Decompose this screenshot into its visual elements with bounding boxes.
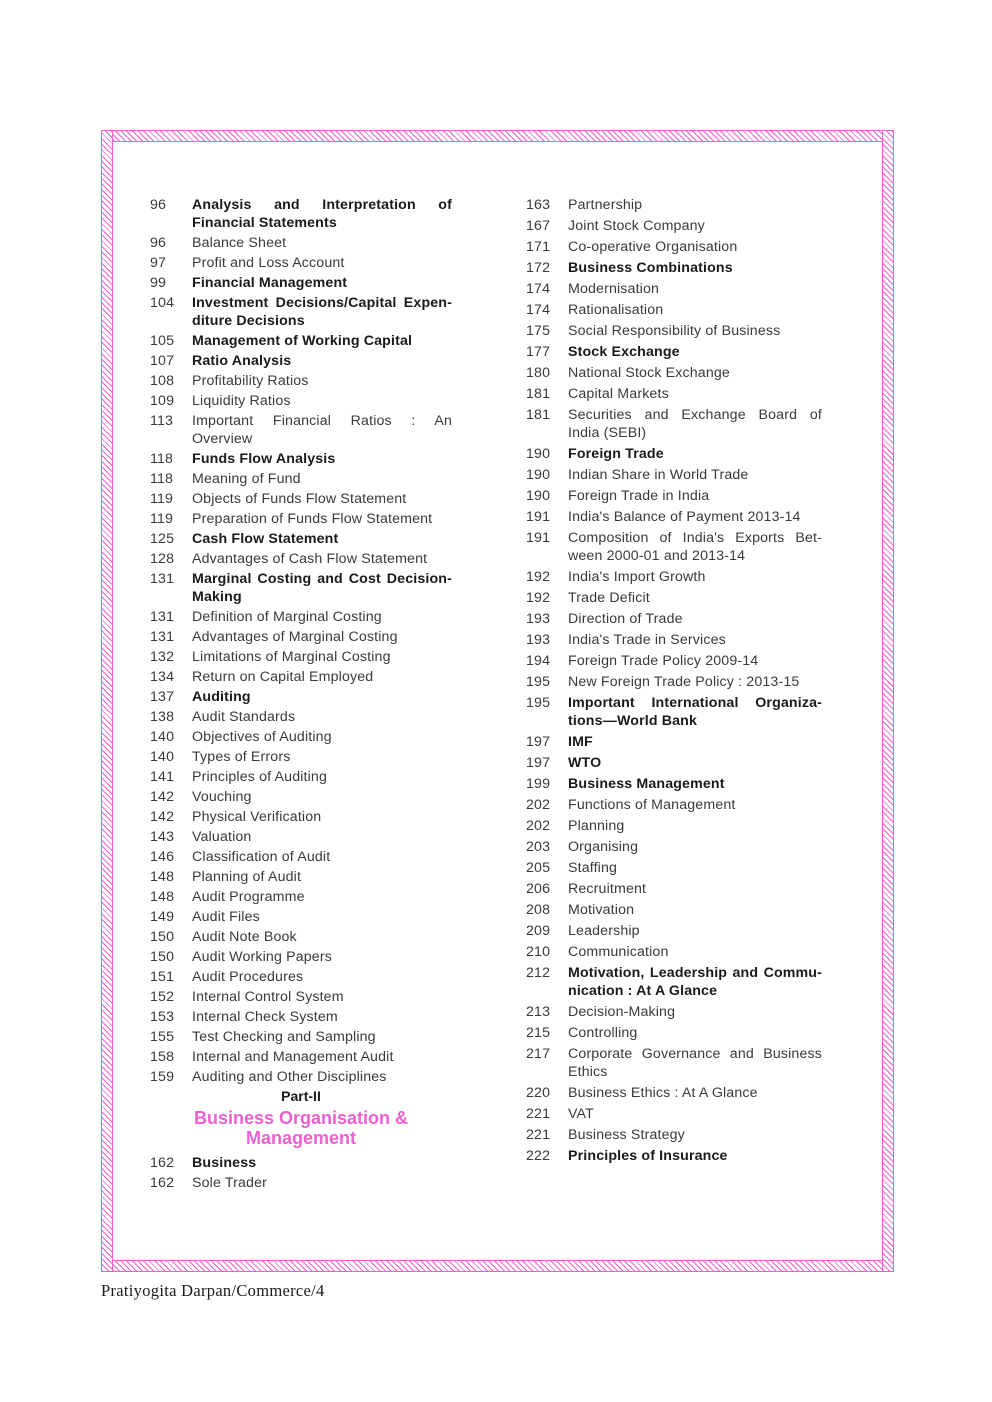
toc-entry-title: Composition of India's Exports Bet-ween 2000-01 and 2013-14 [568, 530, 822, 564]
toc-entry [526, 217, 822, 235]
toc-entry-page: 197 [526, 734, 551, 750]
toc-entry [526, 466, 822, 484]
toc-entry-title: Audit Programme [192, 889, 305, 905]
toc-entry-page: 151 [150, 969, 175, 985]
toc-entry-page: 206 [526, 881, 551, 897]
toc-right-column [526, 196, 822, 1168]
toc-entry [526, 859, 822, 877]
toc-entry-page: 148 [150, 889, 175, 905]
toc-entry-title: Auditing and Other Disciplines [192, 1069, 387, 1085]
toc-entry-page: 134 [150, 669, 175, 685]
toc-entry-title: Communication [568, 944, 669, 960]
toc-entry-title: Meaning of Fund [192, 471, 301, 487]
toc-entry-title: Corporate Governance and Business Ethics [568, 1046, 822, 1080]
toc-entry-title: WTO [568, 755, 602, 771]
toc-entry [526, 1024, 822, 1042]
toc-entry-page: 146 [150, 849, 175, 865]
toc-entry-page: 190 [526, 467, 551, 483]
page-footer: Pratiyogita Darpan/Commerce/4 [101, 1281, 325, 1300]
toc-entry-page: 149 [150, 909, 175, 925]
toc-entry-page: 162 [150, 1175, 175, 1191]
toc-entry-title: Objectives of Auditing [192, 729, 332, 745]
toc-entry-page: 99 [150, 275, 167, 291]
toc-entry [526, 1105, 822, 1123]
toc-entry-page: 175 [526, 323, 551, 339]
toc-entry-page: 108 [150, 373, 175, 389]
toc-entry-title: Recruitment [568, 881, 647, 897]
toc-entry [150, 648, 452, 666]
toc-entry [150, 828, 452, 846]
toc-entry [526, 922, 822, 940]
toc-entry-title: Modernisation [568, 281, 660, 297]
toc-entry-page: 96 [150, 197, 167, 213]
toc-entry-title: Important International Organiza-tions—World Bank [568, 695, 822, 729]
toc-entry [526, 589, 822, 607]
toc-entry-title: Advantages of Cash Flow Statement [192, 551, 428, 567]
toc-entry-title: Advantages of Marginal Costing [192, 629, 398, 645]
toc-entry-title: Organising [568, 839, 639, 855]
toc-entry-page: 177 [526, 344, 551, 360]
toc-entry-page: 142 [150, 789, 175, 805]
toc-entry-title: Business Ethics : At A Glance [568, 1085, 758, 1101]
toc-entry-title: Partnership [568, 197, 643, 213]
toc-entry-page: 152 [150, 989, 175, 1005]
toc-entry-title: Securities and Exchange Board of India (SEBI) [568, 407, 822, 441]
toc-entry [526, 796, 822, 814]
toc-entry-page: 215 [526, 1025, 551, 1041]
toc-entry [150, 848, 452, 866]
toc-entry [526, 943, 822, 961]
toc-entry-page: 208 [526, 902, 551, 918]
toc-entry-title: India's Trade in Services [568, 632, 726, 648]
toc-entry-title: Motivation, Leadership and Commu-nication : At A Glance [568, 965, 822, 999]
toc-entry-title: Funds Flow Analysis [192, 451, 336, 467]
toc-entry-title: Profitability Ratios [192, 373, 309, 389]
toc-entry-page: 159 [150, 1069, 175, 1085]
toc-entry [526, 445, 822, 463]
toc-entry-page: 105 [150, 333, 175, 349]
toc-entry [150, 274, 452, 292]
toc-entry-page: 150 [150, 949, 175, 965]
toc-entry-page: 190 [526, 446, 551, 462]
toc-entry-title: Planning of Audit [192, 869, 302, 885]
toc-entry-page: 137 [150, 689, 175, 705]
toc-entry [150, 510, 452, 528]
toc-entry-title: Return on Capital Employed [192, 669, 374, 685]
toc-entry [526, 631, 822, 649]
toc-entry [526, 322, 822, 340]
toc-entry-page: 148 [150, 869, 175, 885]
toc-entry-page: 195 [526, 674, 551, 690]
toc-entry-title: Audit Procedures [192, 969, 304, 985]
toc-entry-page: 97 [150, 255, 167, 271]
toc-entry-page: 96 [150, 235, 167, 251]
toc-entry-page: 132 [150, 649, 175, 665]
toc-entry [150, 808, 452, 826]
toc-entry [150, 1174, 452, 1192]
toc-entry-title: Business Combinations [568, 260, 733, 276]
toc-entry [150, 234, 452, 252]
toc-entry-title: Definition of Marginal Costing [192, 609, 382, 625]
toc-entry-title: Financial Management [192, 275, 348, 291]
toc-entry-title: Ratio Analysis [192, 353, 292, 369]
toc-entry-page: 194 [526, 653, 551, 669]
toc-entry-title: Management of Working Capital [192, 333, 413, 349]
toc-entry [150, 490, 452, 508]
toc-entry [526, 901, 822, 919]
toc-entry-title: VAT [568, 1106, 594, 1122]
toc-entry-title: India's Balance of Payment 2013-14 [568, 509, 801, 525]
border-hatch-right [882, 130, 894, 1272]
toc-entry-title: Direction of Trade [568, 611, 683, 627]
toc-entry-title: Objects of Funds Flow Statement [192, 491, 407, 507]
toc-entry-page: 202 [526, 818, 551, 834]
toc-entry-page: 192 [526, 590, 551, 606]
toc-entry-title: Auditing [192, 689, 251, 705]
toc-entry-page: 140 [150, 729, 175, 745]
toc-entry-title: Co-operative Organisation [568, 239, 738, 255]
section-heading: Business Organisation & Management [193, 1108, 409, 1148]
toc-entry-title: Foreign Trade Policy 2009-14 [568, 653, 759, 669]
toc-entry-title: Liquidity Ratios [192, 393, 291, 409]
toc-entry [526, 754, 822, 772]
toc-entry-title: Decision-Making [568, 1004, 676, 1020]
toc-entry [150, 668, 452, 686]
toc-entry [526, 259, 822, 277]
toc-entry-page: 174 [526, 302, 551, 318]
toc-left-list [150, 196, 452, 1086]
toc-entry-page: 174 [526, 281, 551, 297]
toc-entry [150, 530, 452, 548]
toc-entry-page: 202 [526, 797, 551, 813]
toc-entry [526, 652, 822, 670]
toc-entry [526, 364, 822, 382]
toc-entry [150, 988, 452, 1006]
toc-entry-page: 107 [150, 353, 175, 369]
toc-entry [150, 1028, 452, 1046]
toc-entry-page: 190 [526, 488, 551, 504]
toc-entry-title: Business [192, 1155, 257, 1171]
toc-entry-title: Social Responsibility of Business [568, 323, 781, 339]
toc-entry [150, 928, 452, 946]
toc-entry-title: Staffing [568, 860, 618, 876]
toc-entry-title: Valuation [192, 829, 252, 845]
toc-entry-page: 222 [526, 1148, 551, 1164]
toc-entry-title: Analysis and Interpretation of Financial Statements [192, 197, 452, 231]
toc-entry-page: 125 [150, 531, 175, 547]
toc-entry-title: Profit and Loss Account [192, 255, 345, 271]
toc-entry-title: Internal Control System [192, 989, 344, 1005]
toc-entry-title: Audit Note Book [192, 929, 297, 945]
toc-entry-title: Audit Files [192, 909, 260, 925]
toc-entry-page: 220 [526, 1085, 551, 1101]
toc-entry [150, 708, 452, 726]
toc-entry [526, 817, 822, 835]
toc-entry-title: Planning [568, 818, 625, 834]
toc-entry [150, 294, 452, 330]
toc-left-column [150, 196, 452, 1194]
toc-entry-title: Principles of Auditing [192, 769, 328, 785]
toc-entry [526, 1045, 822, 1081]
toc-entry [150, 788, 452, 806]
toc-entry-page: 171 [526, 239, 551, 255]
toc-entry [526, 1126, 822, 1144]
toc-entry-title: Controlling [568, 1025, 638, 1041]
toc-entry-title: Stock Exchange [568, 344, 680, 360]
toc-entry [526, 406, 822, 442]
border-hatch-bottom [101, 1260, 894, 1272]
toc-entry-page: 197 [526, 755, 551, 771]
toc-entry-page: 193 [526, 611, 551, 627]
toc-entry-title: Investment Decisions/Capital Expen-diture Decisions [192, 295, 452, 329]
toc-entry-page: 142 [150, 809, 175, 825]
toc-entry [150, 412, 452, 448]
part-label: Part-II [281, 1088, 321, 1104]
toc-entry [526, 508, 822, 526]
toc-entry-page: 203 [526, 839, 551, 855]
toc-entry-title: Foreign Trade [568, 446, 664, 462]
toc-entry-page: 209 [526, 923, 551, 939]
toc-right-list [526, 196, 822, 1165]
toc-entry-page: 141 [150, 769, 175, 785]
toc-entry [150, 332, 452, 350]
toc-entry [150, 628, 452, 646]
toc-entry-title: India's Import Growth [568, 569, 706, 585]
toc-entry [526, 1003, 822, 1021]
toc-entry-title: IMF [568, 734, 593, 750]
toc-entry [150, 888, 452, 906]
toc-entry [150, 768, 452, 786]
toc-entry [526, 343, 822, 361]
toc-entry-page: 212 [526, 965, 551, 981]
toc-entry-page: 181 [526, 386, 551, 402]
toc-entry [150, 1154, 452, 1172]
border-hatch-top [101, 130, 894, 142]
toc-entry [526, 529, 822, 565]
toc-entry-title: Limitations of Marginal Costing [192, 649, 391, 665]
toc-entry [150, 450, 452, 468]
toc-entry-title: Vouching [192, 789, 252, 805]
toc-entry-title: Indian Share in World Trade [568, 467, 749, 483]
toc-entry [150, 948, 452, 966]
toc-entry-title: Business Strategy [568, 1127, 685, 1143]
toc-entry [150, 550, 452, 568]
toc-entry-page: 104 [150, 295, 175, 311]
toc-entry [526, 196, 822, 214]
toc-entry-title: Capital Markets [568, 386, 669, 402]
toc-entry [526, 733, 822, 751]
toc-entry-page: 210 [526, 944, 551, 960]
toc-entry-title: Motivation [568, 902, 635, 918]
toc-entry-page: 140 [150, 749, 175, 765]
toc-entry-page: 205 [526, 860, 551, 876]
toc-entry-page: 119 [150, 511, 174, 527]
toc-entry [150, 748, 452, 766]
toc-entry-title: Business Management [568, 776, 725, 792]
toc-entry [150, 196, 452, 232]
toc-entry [526, 280, 822, 298]
toc-entry-page: 180 [526, 365, 551, 381]
toc-entry-page: 191 [526, 509, 551, 525]
toc-entry-page: 193 [526, 632, 551, 648]
toc-entry [526, 487, 822, 505]
toc-entry [526, 694, 822, 730]
toc-entry-page: 162 [150, 1155, 175, 1171]
toc-entry-page: 131 [150, 629, 175, 645]
border-hatch-left [101, 130, 113, 1272]
toc-entry-title: Audit Standards [192, 709, 296, 725]
toc-entry [526, 838, 822, 856]
toc-entry-page: 167 [526, 218, 551, 234]
toc-entry [526, 568, 822, 586]
toc-entry [150, 372, 452, 390]
toc-entry-page: 217 [526, 1046, 551, 1062]
toc-entry [526, 301, 822, 319]
toc-entry-title: Physical Verification [192, 809, 322, 825]
toc-entry [526, 1084, 822, 1102]
toc-entry-title: Leadership [568, 923, 640, 939]
toc-entry [526, 775, 822, 793]
toc-entry-page: 221 [526, 1127, 551, 1143]
toc-entry-title: Marginal Costing and Cost Decision-Making [192, 571, 452, 605]
toc-entry [150, 570, 452, 606]
toc-entry [150, 392, 452, 410]
toc-entry-page: 109 [150, 393, 175, 409]
toc-entry-title: Functions of Management [568, 797, 736, 813]
toc-entry-page: 172 [526, 260, 551, 276]
toc-entry-title: Rationalisation [568, 302, 664, 318]
toc-entry-page: 199 [526, 776, 551, 792]
toc-entry-title: New Foreign Trade Policy : 2013-15 [568, 674, 800, 690]
toc-entry [150, 1068, 452, 1086]
toc-entry-page: 113 [150, 413, 174, 429]
toc-entry-page: 221 [526, 1106, 551, 1122]
toc-entry [150, 608, 452, 626]
toc-entry-page: 118 [150, 451, 174, 467]
toc-entry-title: Trade Deficit [568, 590, 650, 606]
toc-entry [150, 1008, 452, 1026]
toc-entry-title: Types of Errors [192, 749, 291, 765]
toc-entry [526, 238, 822, 256]
toc-entry-title: Foreign Trade in India [568, 488, 710, 504]
toc-entry-page: 119 [150, 491, 174, 507]
toc-entry-title: Internal and Management Audit [192, 1049, 394, 1065]
toc-entry-page: 195 [526, 695, 551, 711]
toc-entry-title: Principles of Insurance [568, 1148, 728, 1164]
toc-entry [150, 470, 452, 488]
toc-entry-title: Sole Trader [192, 1175, 267, 1191]
toc-entry-page: 131 [150, 571, 175, 587]
toc-left-tail-list [150, 1154, 452, 1192]
toc-entry [526, 610, 822, 628]
toc-entry-title: Test Checking and Sampling [192, 1029, 376, 1045]
toc-entry [150, 688, 452, 706]
toc-entry-page: 191 [526, 530, 551, 546]
toc-entry-page: 153 [150, 1009, 175, 1025]
toc-entry [150, 352, 452, 370]
toc-entry [150, 868, 452, 886]
toc-entry-page: 213 [526, 1004, 551, 1020]
toc-entry-title: Audit Working Papers [192, 949, 332, 965]
toc-entry-page: 118 [150, 471, 174, 487]
toc-entry-page: 181 [526, 407, 551, 423]
toc-entry-title: Internal Check System [192, 1009, 338, 1025]
toc-entry [150, 968, 452, 986]
toc-entry-title: Balance Sheet [192, 235, 287, 251]
toc-entry-title: Important Financial Ratios : An Overview [192, 413, 452, 447]
toc-entry-page: 150 [150, 929, 175, 945]
toc-entry-page: 131 [150, 609, 175, 625]
toc-entry-title: National Stock Exchange [568, 365, 730, 381]
toc-entry-page: 143 [150, 829, 175, 845]
toc-entry-page: 155 [150, 1029, 175, 1045]
toc-entry-page: 138 [150, 709, 175, 725]
toc-entry [150, 908, 452, 926]
toc-entry-title: Preparation of Funds Flow Statement [192, 511, 433, 527]
toc-entry [526, 385, 822, 403]
toc-entry-title: Cash Flow Statement [192, 531, 339, 547]
toc-entry [150, 1048, 452, 1066]
toc-entry [526, 673, 822, 691]
toc-entry [526, 1147, 822, 1165]
toc-entry-page: 163 [526, 197, 551, 213]
toc-entry [526, 964, 822, 1000]
toc-entry-page: 158 [150, 1049, 175, 1065]
toc-entry-page: 128 [150, 551, 175, 567]
toc-entry [526, 880, 822, 898]
toc-entry [150, 728, 452, 746]
toc-entry [150, 254, 452, 272]
toc-entry-title: Joint Stock Company [568, 218, 705, 234]
toc-entry-title: Classification of Audit [192, 849, 331, 865]
toc-entry-page: 192 [526, 569, 551, 585]
